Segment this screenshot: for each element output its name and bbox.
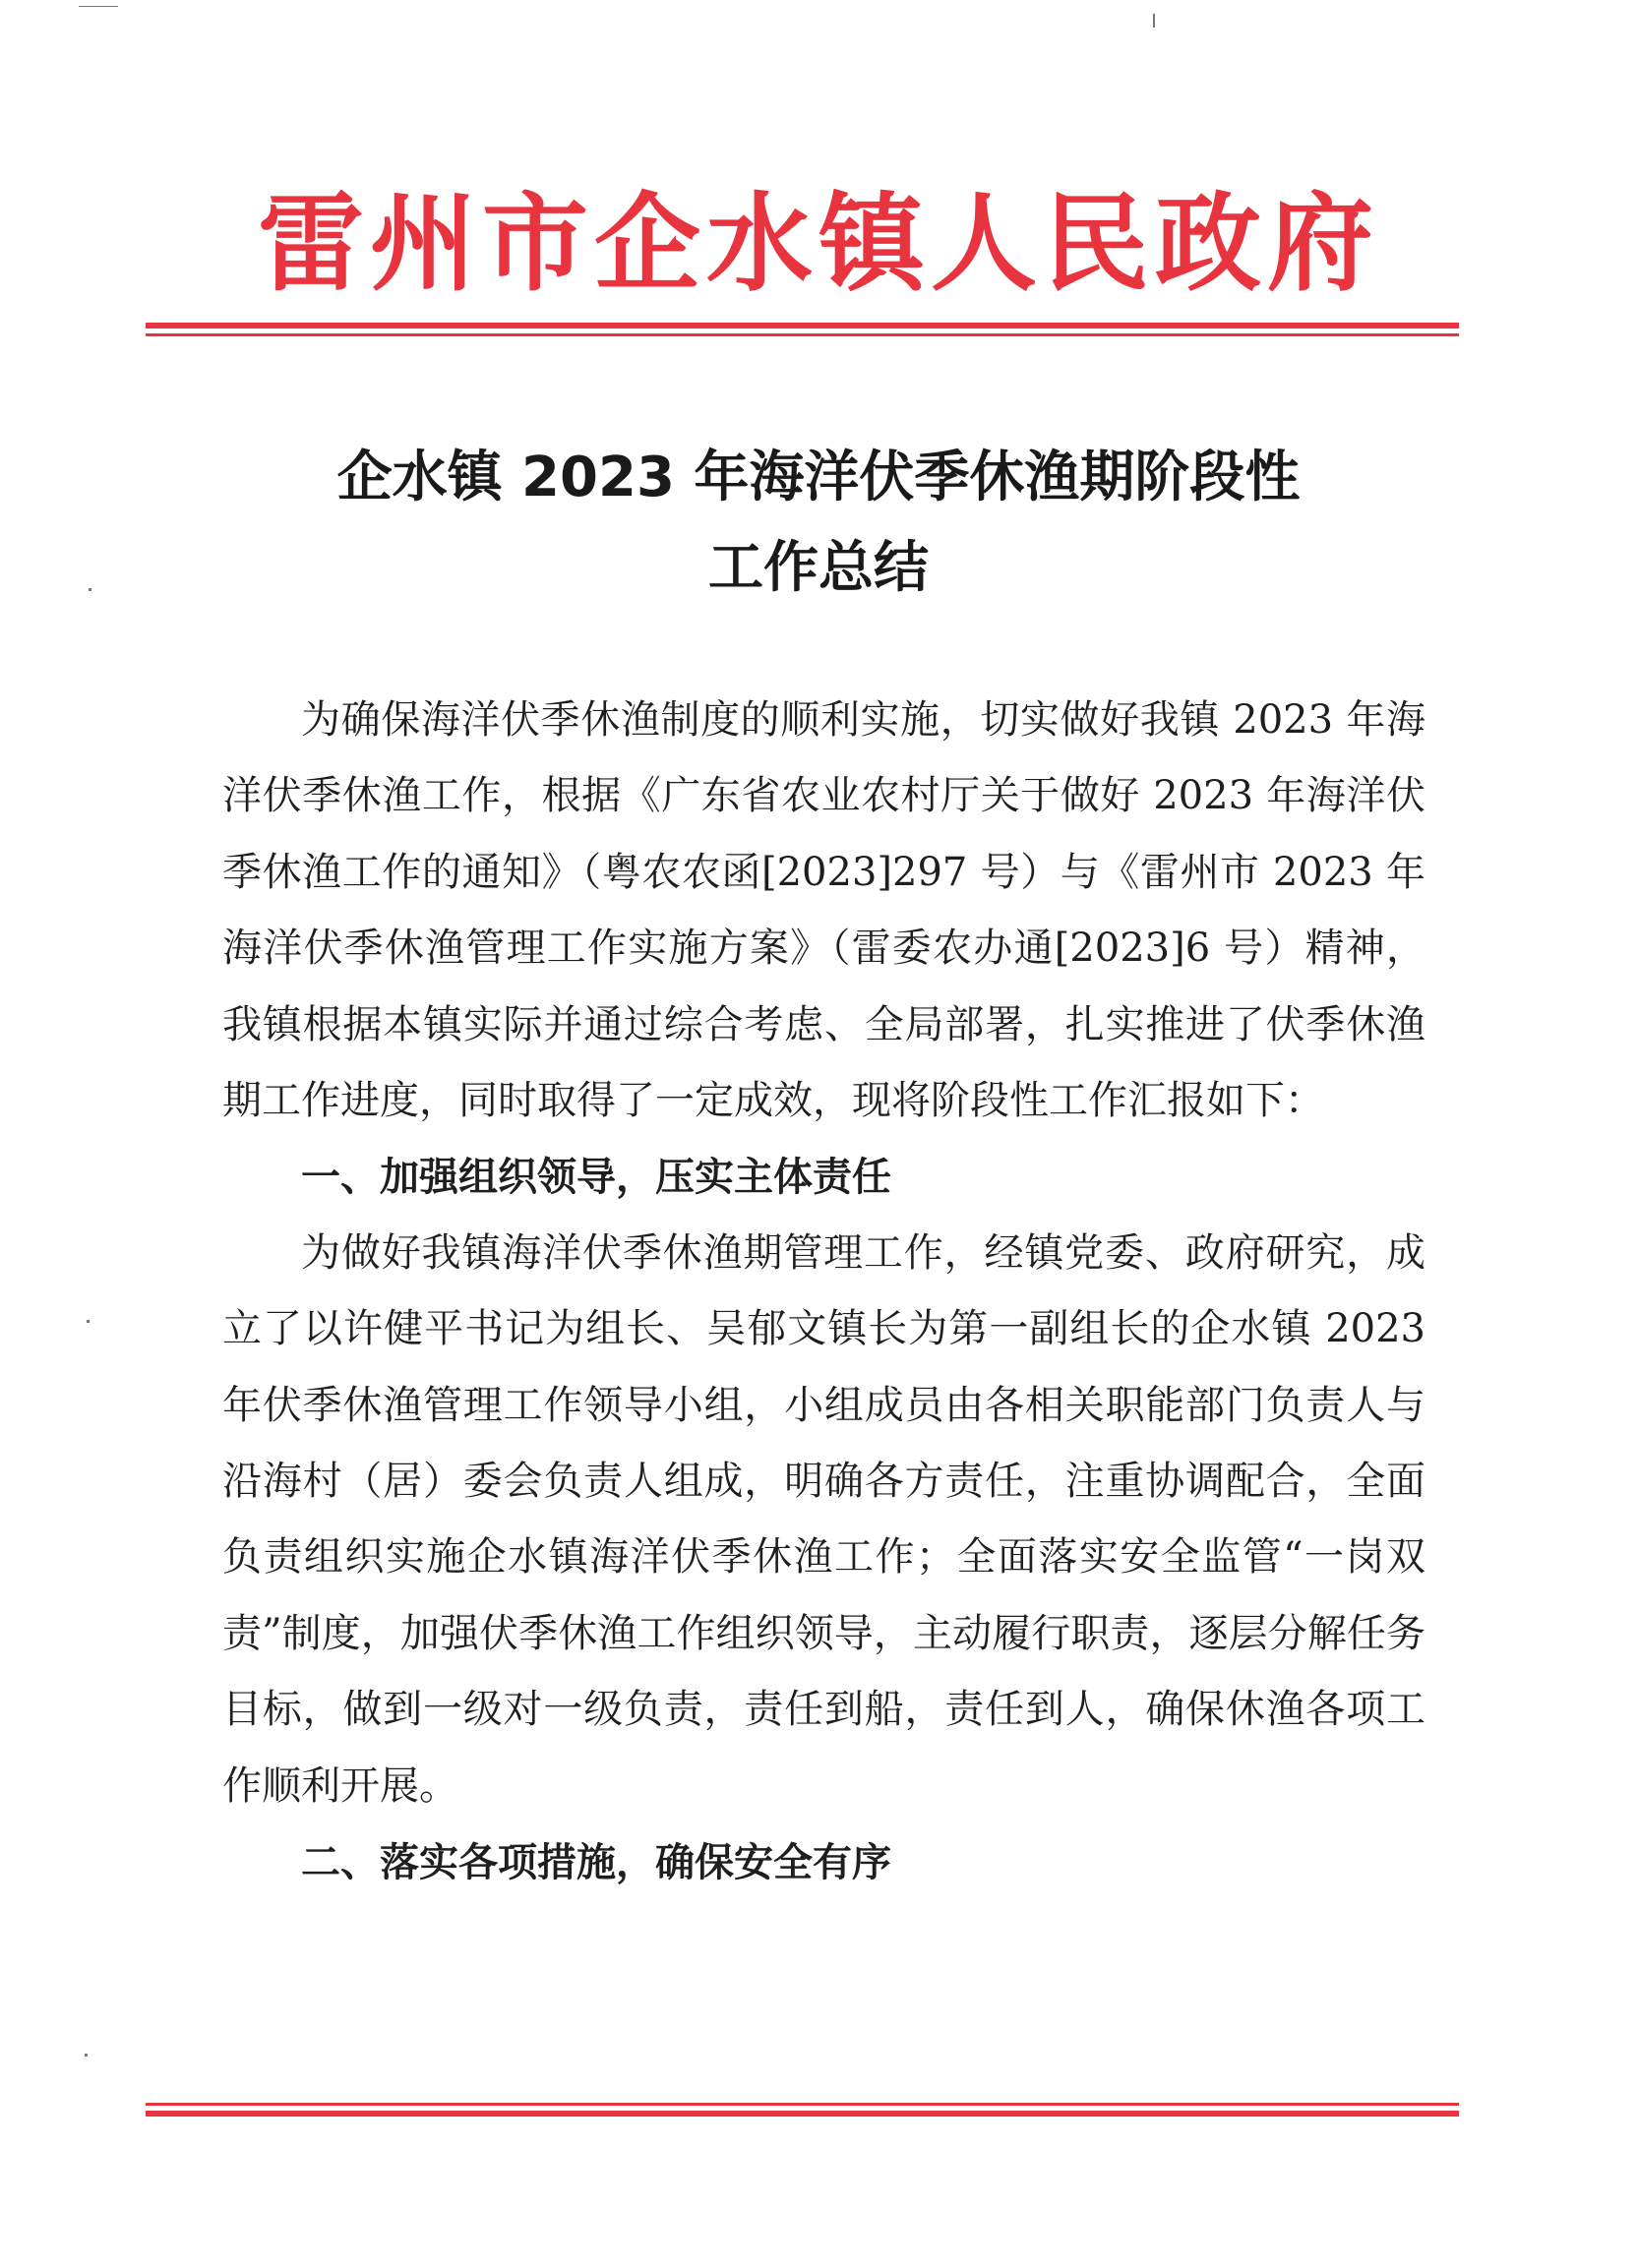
section1-paragraph: 为做好我镇海洋伏季休渔期管理工作，经镇党委、政府研究，成立了以许健平书记为组长、吴郁文镇长为第一副组长的企水镇 2023 年伏季休渔管理工作领导小组，小组成员由各相关职能部门负责人与沿海村（居）委会负责人组成，明确各方责任，注重协调配合，全面负责组织实施企水镇海洋伏季休渔工作；全面落实安全监管“一岗双责”制度，加强伏季休渔工作组织领导，主动履行职责，逐层分解任务目标，做到一级对一级负责，责任到船，责任到人，确保休渔各项工作顺利开展。 — [222, 1229, 1425, 1809]
scan-speck — [1153, 14, 1155, 28]
document-body — [222, 683, 1425, 1901]
intro-paragraph: 为确保海洋伏季休渔制度的顺利实施，切实做好我镇 2023 年海洋伏季休渔工作，根据《广东省农业农村厅关于做好 2023 年海洋伏季休渔工作的通知》（粤农农函[2023]297 号）与《雷州市 2023 年海洋伏季休渔管理工作实施方案》（雷委农办通[2023]6 号）精神，我镇根据本镇实际并通过综合考虑、全局部署，扎实推进了伏季休渔期工作进度，同时取得了一定成效，现将阶段性工作汇报如下： — [222, 697, 1425, 1124]
scan-speck — [89, 588, 91, 591]
scan-speck — [85, 2054, 88, 2057]
section2-heading: 二、落实各项措施，确保安全有序 — [301, 1839, 891, 1886]
scan-speck — [87, 1320, 90, 1323]
document-title-line1: 企水镇 2023 年海洋伏季休渔期阶段性 — [336, 446, 1301, 509]
masthead-title: 雷州市企水镇人民政府 — [257, 182, 1379, 306]
scan-speck — [79, 6, 118, 7]
section1-heading: 一、加强组织领导，压实主体责任 — [301, 1154, 891, 1201]
document-title-line2: 工作总结 — [708, 536, 929, 600]
